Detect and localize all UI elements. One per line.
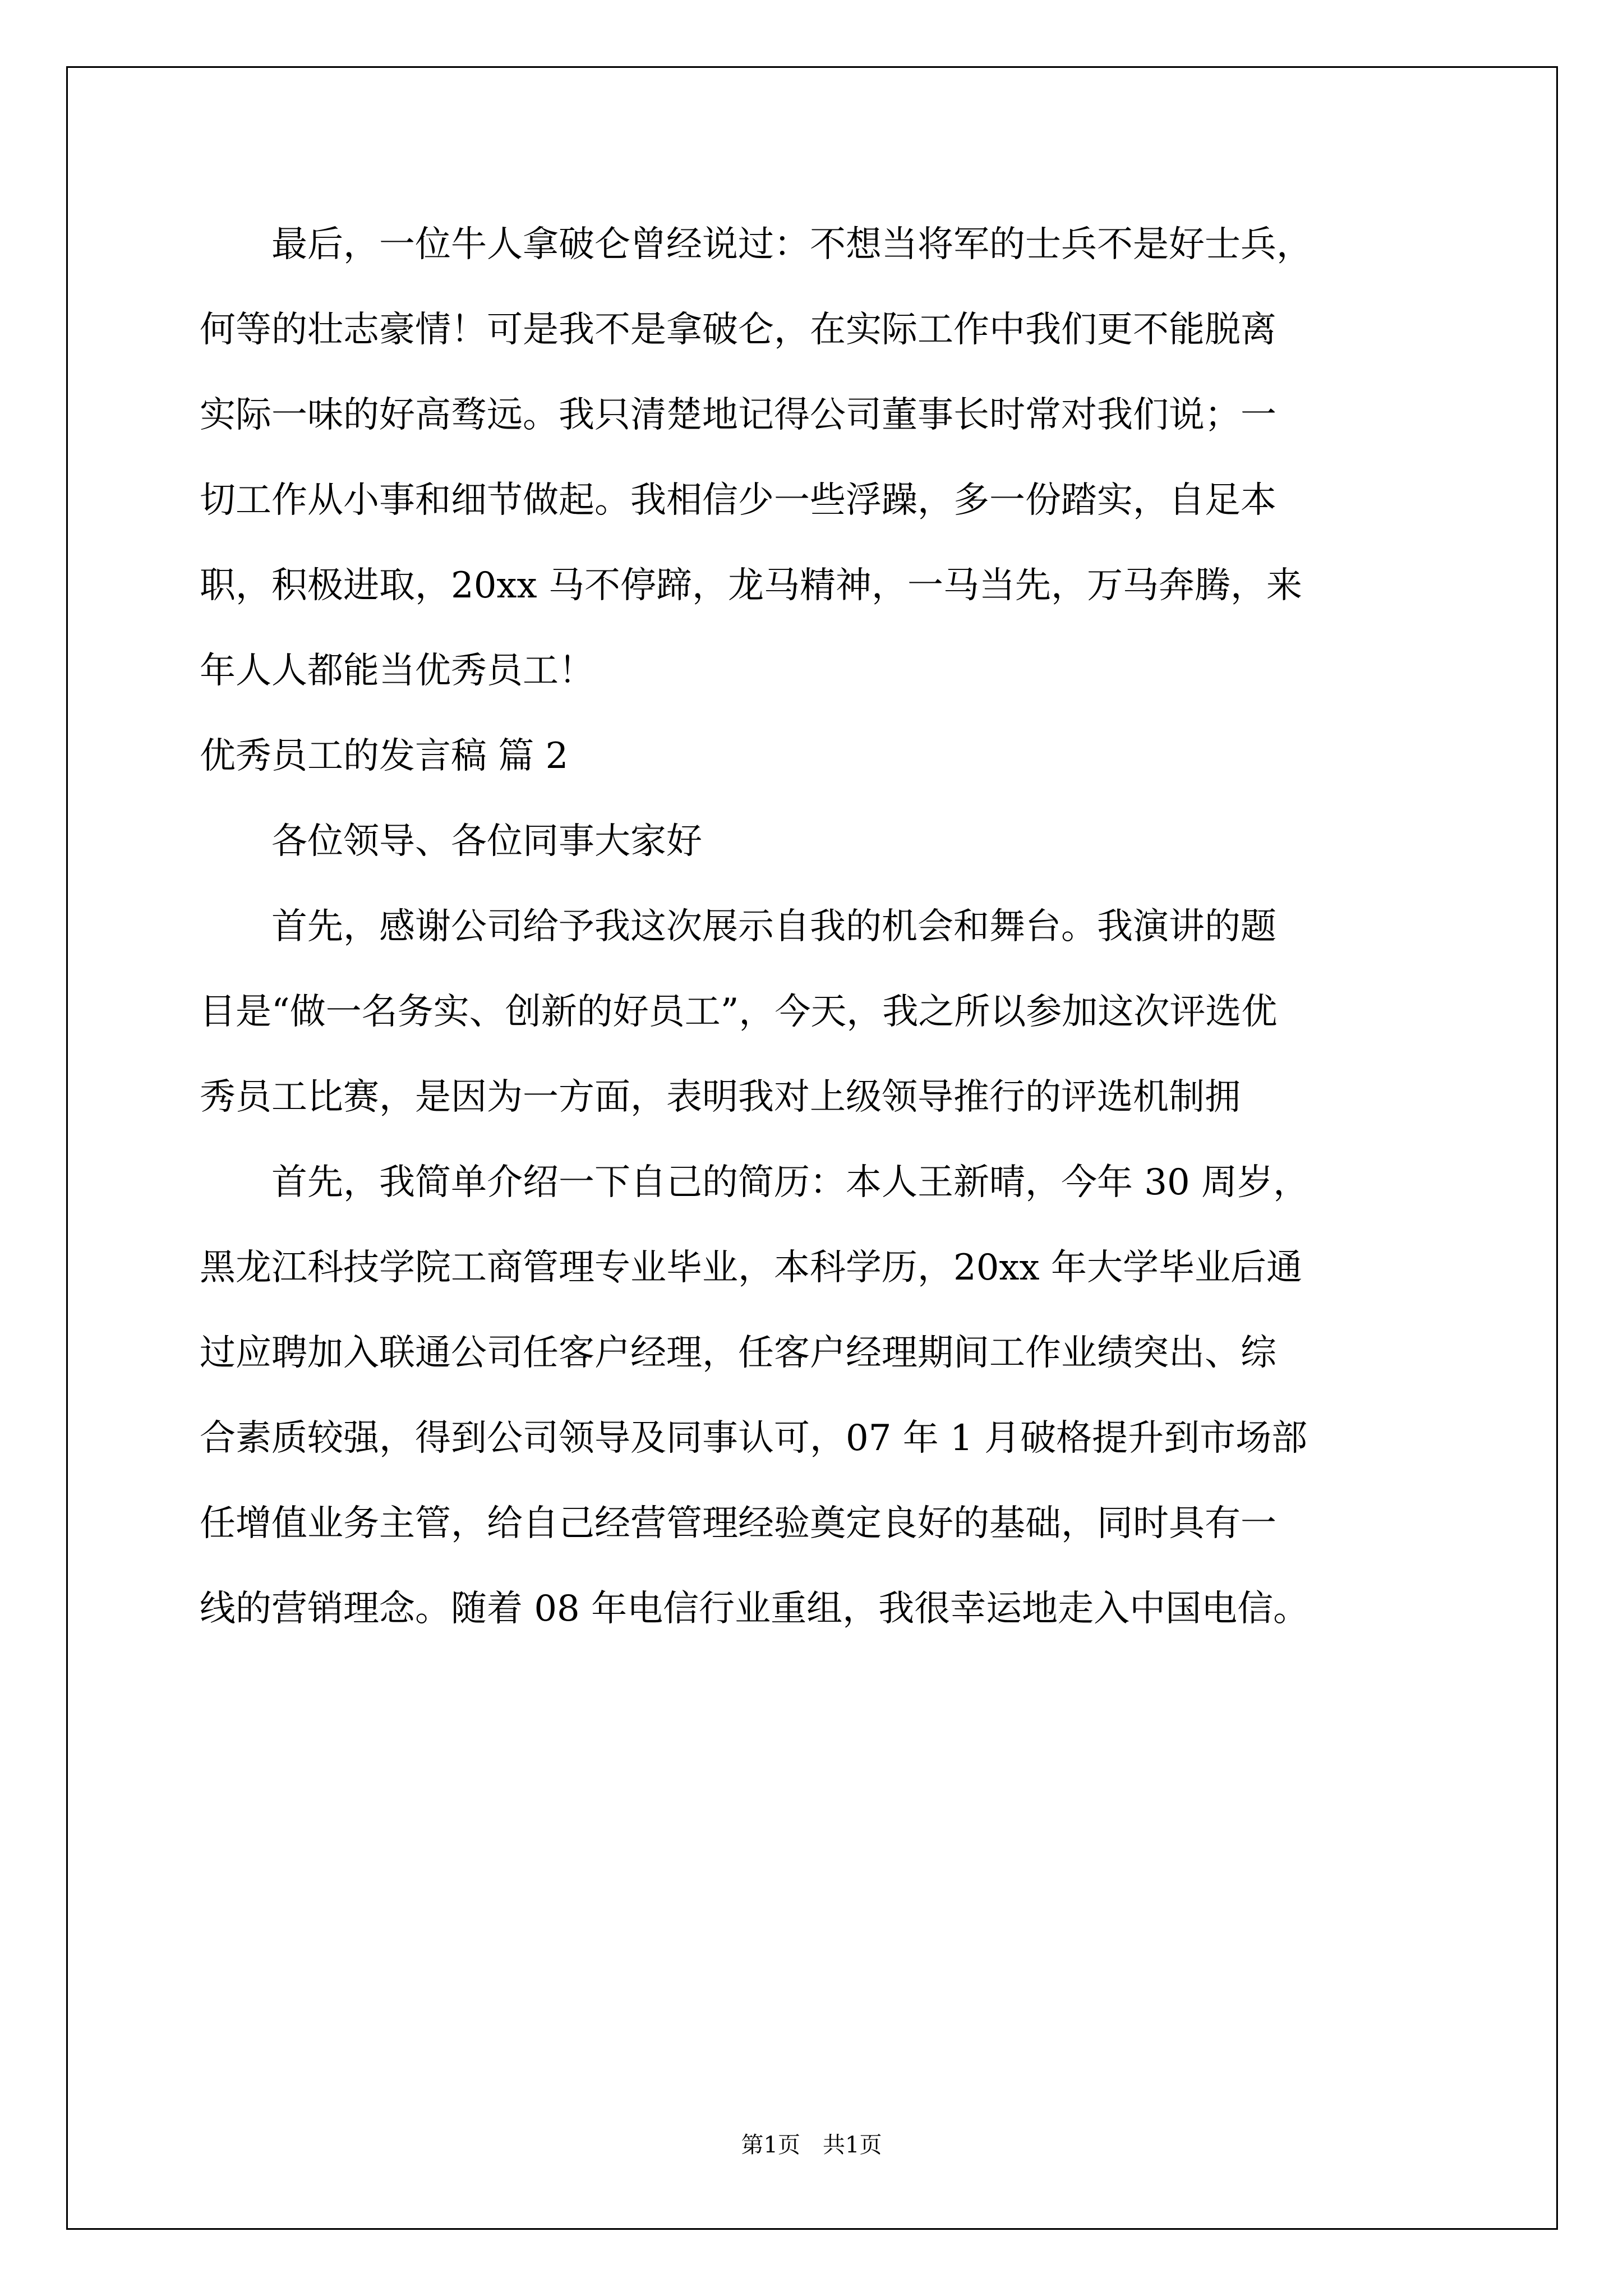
paragraph-line: 首先，感谢公司给予我这次展示自我的机会和舞台。我演讲的题 (200, 906, 1276, 947)
paragraph-line: 最后，一位牛人拿破仑曾经说过：不想当将军的士兵不是好士兵， (200, 224, 1312, 265)
paragraph-line: 过应聘加入联通公司任客户经理，任客户经理期间工作业绩突出、综 (200, 1332, 1276, 1374)
paragraph-line: 切工作从小事和细节做起。我相信少一些浮躁，多一份踏实，自足本 (200, 480, 1276, 521)
document-body (200, 202, 1445, 1651)
paragraph-line: 年人人都能当优秀员工！ (200, 650, 594, 692)
paragraph-line: 合素质较强，得到公司领导及同事认可，07 年 1 月破格提升到市场部 (200, 1418, 1308, 1459)
paragraph-line: 秀员工比赛，是因为一方面，表明我对上级领导推行的评选机制拥 (200, 1076, 1241, 1118)
paragraph-line: 目是“做一名务实、创新的好员工”，今天，我之所以参加这次评选优 (200, 991, 1278, 1033)
section-heading: 优秀员工的发言稿 篇 2 (200, 735, 569, 777)
paragraph-line: 任增值业务主管，给自己经营管理经验奠定良好的基础，同时具有一 (200, 1503, 1276, 1544)
paragraph-line: 黑龙江科技学院工商管理专业毕业，本科学历，20xx 年大学毕业后通 (200, 1247, 1302, 1289)
paragraph-line: 职，积极进取，20xx 马不停蹄，龙马精神，一马当先，万马奔腾，来 (200, 565, 1302, 606)
paragraph-line: 实际一味的好高骛远。我只清楚地记得公司董事长时常对我们说；一 (200, 394, 1276, 436)
page-footer: 第1页 共1页 (741, 2132, 882, 2158)
paragraph-line: 线的营销理念。随着 08 年电信行业重组，我很幸运地走入中国电信。 (200, 1588, 1310, 1630)
paragraph-line: 何等的壮志豪情！可是我不是拿破仑，在实际工作中我们更不能脱离 (200, 309, 1276, 351)
paragraph-line: 首先，我简单介绍一下自己的简历：本人王新晴，今年 30 周岁， (200, 1162, 1310, 1203)
greeting-line: 各位领导、各位同事大家好 (200, 821, 702, 862)
